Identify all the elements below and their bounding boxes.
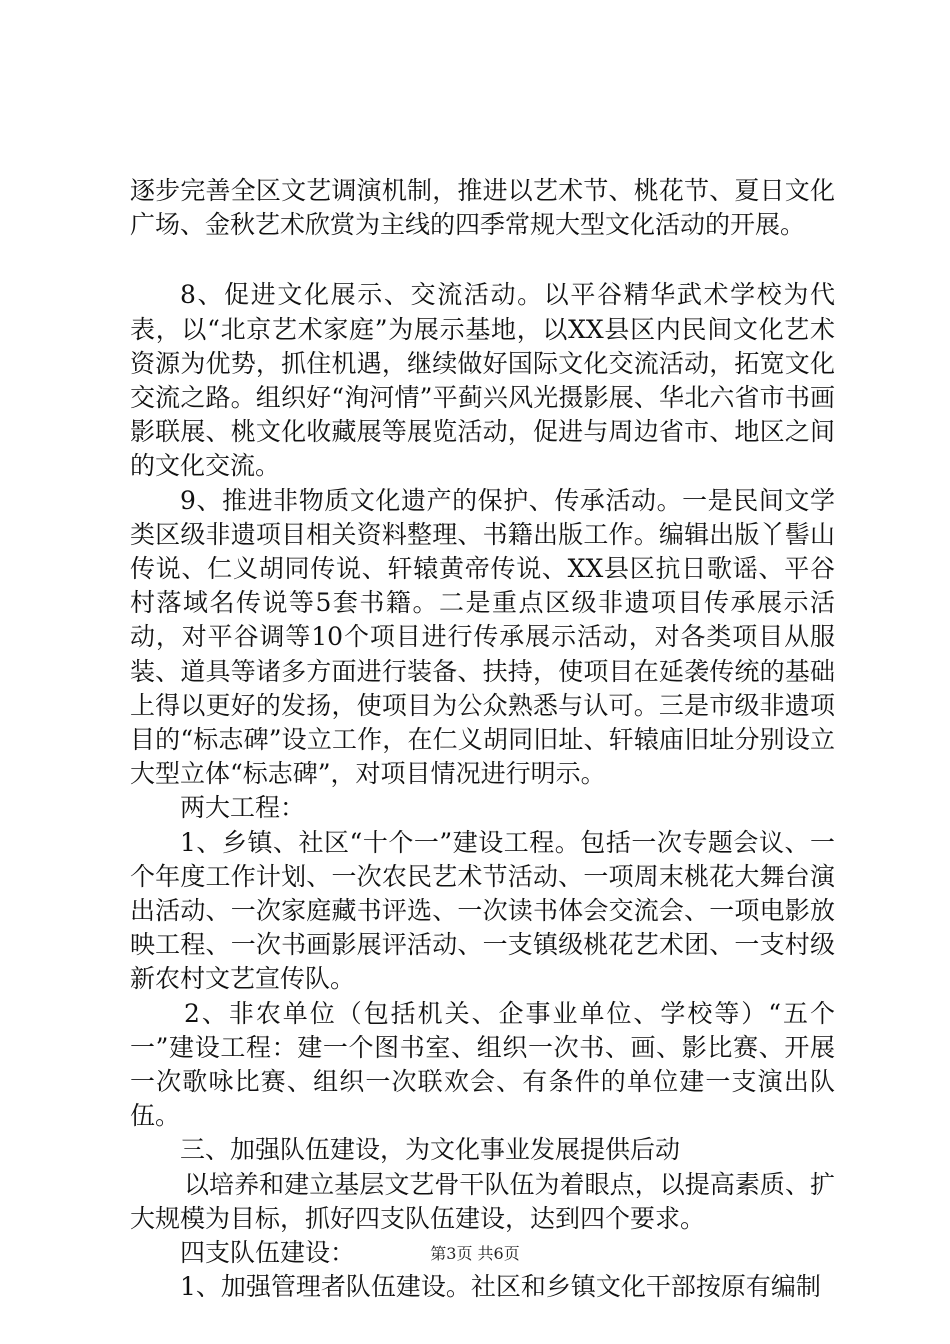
paragraph-gap <box>130 242 835 278</box>
paragraph-item-8: 8、促进文化展示、交流活动。以平谷精华武术学校为代表，以“北京艺术家庭”为展示基地，以XX县区内民间文化艺术资源为优势，抓住机遇，继续做好国际文化交流活动，拓宽文化交流之路。组织好“洵河情”平蓟兴风光摄影展、华北六省市书画影联展、桃文化收藏展等展览活动，促进与周边省市、地区之间的文化交流。 <box>130 280 835 481</box>
page-number-footer: 第3页 共6页 <box>430 1244 520 1263</box>
section-heading-3: 三、加强队伍建设，为文化事业发展提供后动 <box>180 1135 681 1165</box>
paragraph-section-3-intro: 以培养和建立基层文艺骨干队伍为着眼点，以提高素质、扩大规模为目标，抓好四支队伍建设，达到四个要求。 <box>130 1169 835 1233</box>
paragraph-team-1: 1、加强管理者队伍建设。社区和乡镇文化干部按原有编制 <box>180 1272 821 1302</box>
paragraph-item-9: 9、推进非物质文化遗产的保护、传承活动。一是民间文学类区级非遗项目相关资料整理、书籍出版工作。编辑出版丫髻山传说、仁义胡同传说、轩辕黄帝传说、XX县区抗日歌谣、平谷村落域名传说等5套书籍。二是重点区级非遗项目传承展示活动，对平谷调等10个项目进行传承展示活动，对各类项目从服装、道具等诸多方面进行装备、扶持，使项目在延袭传统的基础上得以更好的发扬，使项目为公众熟悉与认可。三是市级非遗项目的“标志碑”设立工作，在仁义胡同旧址、轩辕庙旧址分别设立大型立体“标志碑”，对项目情况进行明示。 <box>130 485 835 789</box>
paragraph-project-1: 1、乡镇、社区“十个一”建设工程。包括一次专题会议、一个年度工作计划、一次农民艺术节活动、一项周末桃花大舞台演出活动、一次家庭藏书评选、一次读书体会交流会、一项电影放映工程、一次书画影展评活动、一支镇级桃花艺术团、一支村级新农村文艺宣传队。 <box>130 827 835 994</box>
heading-four-teams: 四支队伍建设： <box>180 1238 356 1268</box>
heading-two-projects: 两大工程： <box>180 793 306 823</box>
document-body <box>130 174 835 1305</box>
paragraph-continuation: 逐步完善全区文艺调演机制，推进以艺术节、桃花节、夏日文化广场、金秋艺术欣赏为主线的四季常规大型文化活动的开展。 <box>130 176 835 240</box>
paragraph-project-2: 2、非农单位（包括机关、企事业单位、学校等）“五个一”建设工程：建一个图书室、组织一次书、画、影比赛、开展一次歌咏比赛、组织一次联欢会、有条件的单位建一支演出队伍。 <box>130 998 835 1131</box>
